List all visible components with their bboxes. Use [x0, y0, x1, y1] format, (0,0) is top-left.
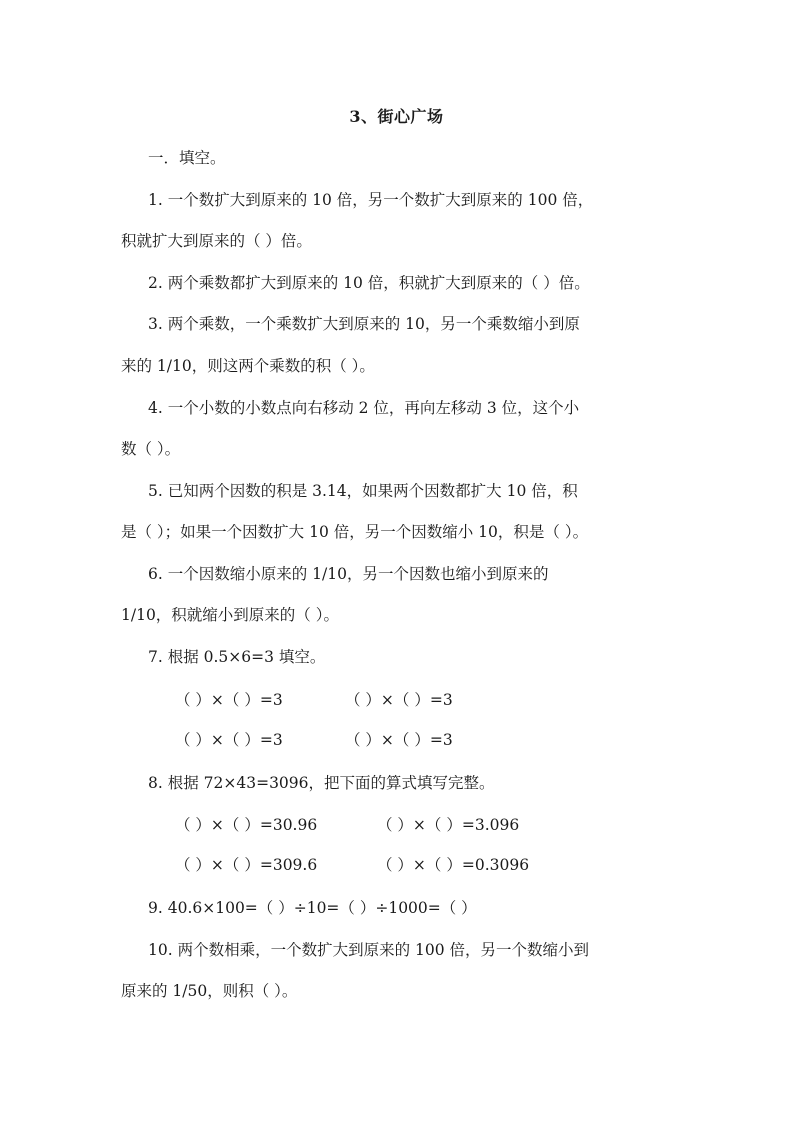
question-6-line-2: 1/10，积就缩小到原来的（ ）。 — [121, 606, 339, 624]
question-5-line-1: 5. 已知两个因数的积是 3.14，如果两个因数都扩大 10 倍，积 — [148, 482, 578, 500]
question-3-line-1: 3. 两个乘数，一个乘数扩大到原来的 10，另一个乘数缩小到原 — [148, 315, 580, 333]
question-9-line-1: 9. 40.6×100=（ ）÷10=（ ）÷1000=（ ） — [148, 899, 477, 917]
question-7-line-1: 7. 根据 0.5×6=3 填空。 — [148, 648, 326, 666]
question-4-line-2: 数（ ）。 — [121, 440, 181, 458]
page-title: 3、街心广场 — [349, 107, 444, 126]
question-8-equation: （ ）×（ ）=0.3096 — [377, 856, 530, 874]
question-10-line-1: 10. 两个数相乘，一个数扩大到原来的 100 倍，另一个数缩小到 — [148, 941, 590, 959]
question-8-equation: （ ）×（ ）=309.6 — [175, 856, 318, 874]
question-8-line-1: 8. 根据 72×43=3096，把下面的算式填写完整。 — [148, 774, 495, 792]
question-7-equation: （ ）×（ ）=3 — [345, 691, 453, 709]
question-1-line-2: 积就扩大到原来的（ ）倍。 — [121, 232, 312, 250]
question-10-line-2: 原来的 1/50，则积（ ）。 — [121, 982, 298, 1000]
question-7-equation: （ ）×（ ）=3 — [175, 691, 283, 709]
section-heading: 一．填空。 — [148, 149, 226, 167]
question-8-equation: （ ）×（ ）=30.96 — [175, 816, 318, 834]
question-8-equation: （ ）×（ ）=3.096 — [377, 816, 520, 834]
question-7-equation: （ ）×（ ）=3 — [345, 731, 453, 749]
question-3-line-2: 来的 1/10，则这两个乘数的积（ ）。 — [121, 357, 375, 375]
question-4-line-1: 4. 一个小数的小数点向右移动 2 位，再向左移动 3 位，这个小 — [148, 399, 580, 417]
question-6-line-1: 6. 一个因数缩小原来的 1/10，另一个因数也缩小到原来的 — [148, 565, 549, 583]
question-7-equation: （ ）×（ ）=3 — [175, 731, 283, 749]
question-1-line-1: 1. 一个数扩大到原来的 10 倍，另一个数扩大到原来的 100 倍， — [148, 191, 594, 209]
question-5-line-2: 是（ ）；如果一个因数扩大 10 倍，另一个因数缩小 10，积是（ ）。 — [121, 523, 589, 541]
question-2-line-1: 2. 两个乘数都扩大到原来的 10 倍，积就扩大到原来的（ ）倍。 — [148, 274, 590, 292]
